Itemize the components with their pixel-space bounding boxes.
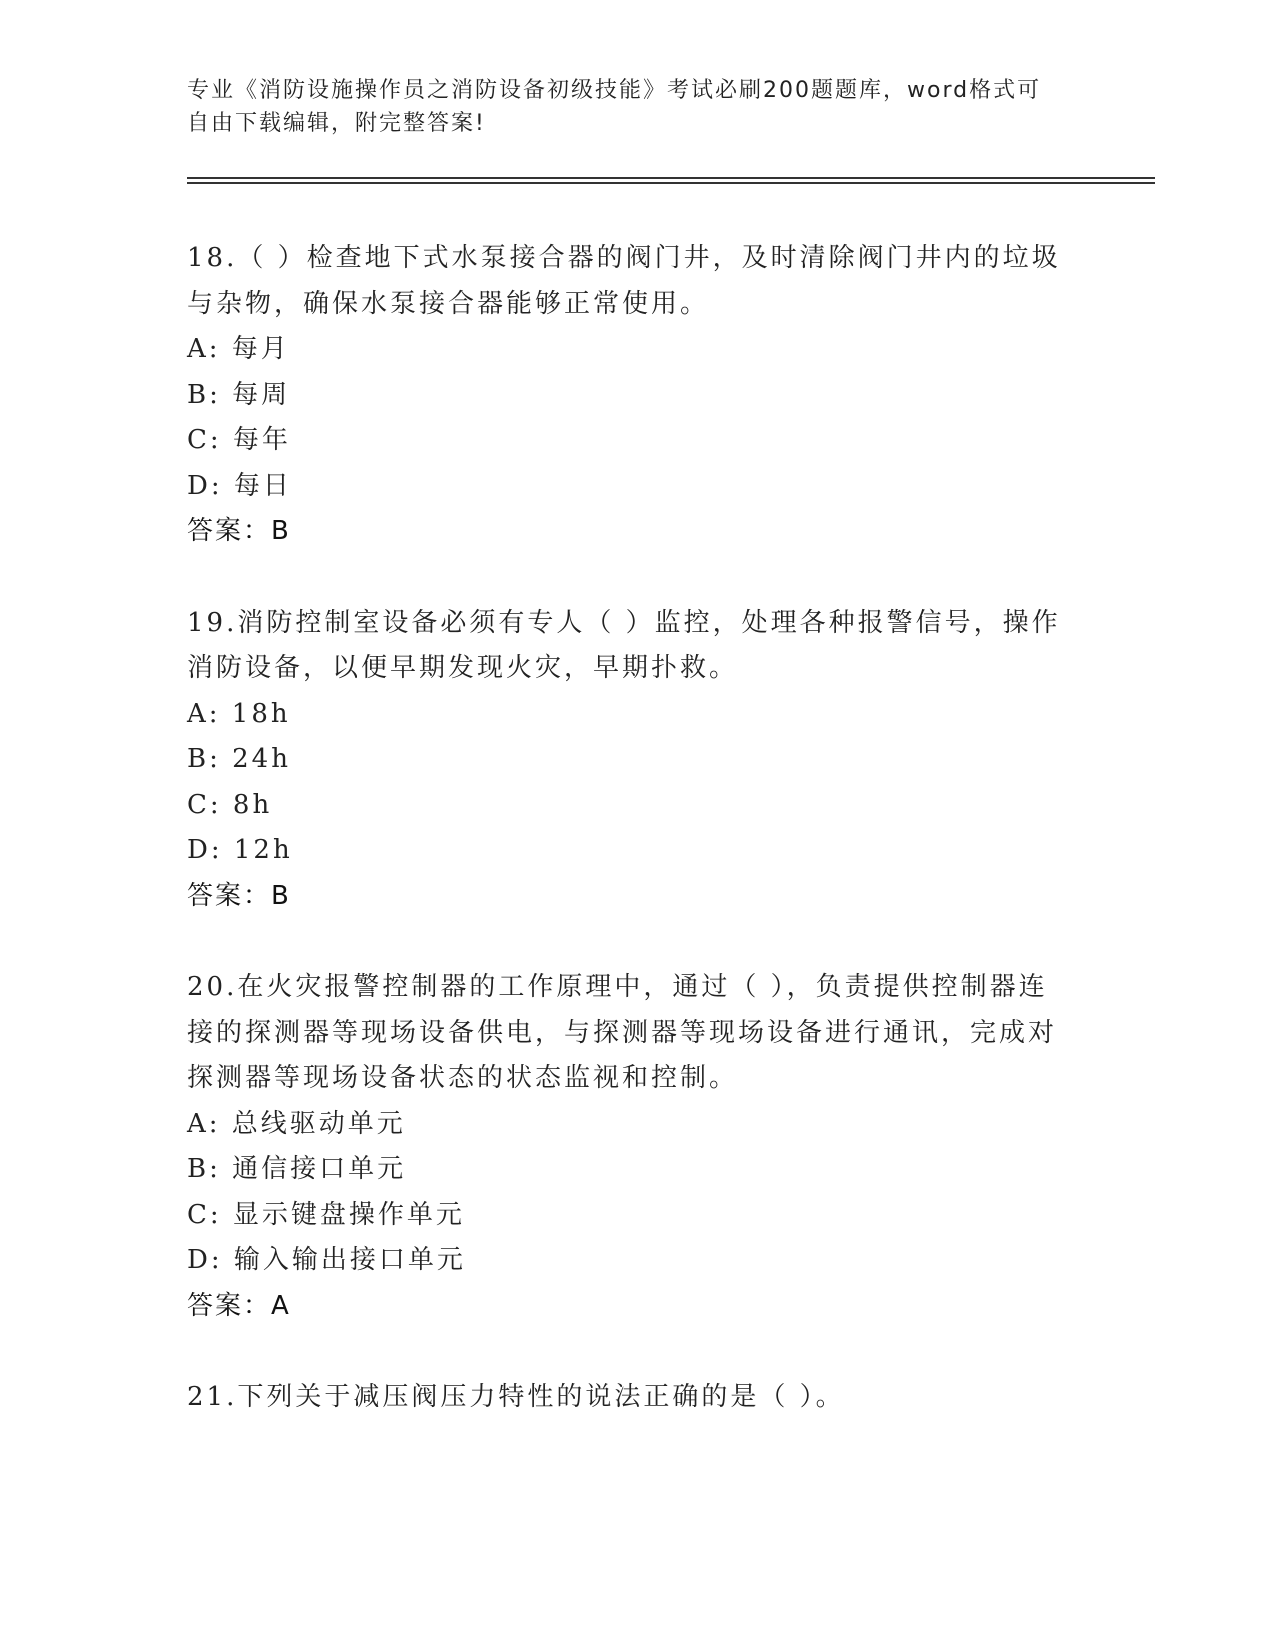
option-a bbox=[187, 327, 1087, 373]
option-text: 每月 bbox=[220, 334, 290, 364]
header-line-2: 自由下载编辑，附完整答案! bbox=[187, 111, 486, 136]
option-key: D: bbox=[187, 835, 223, 865]
option-key: C: bbox=[187, 789, 222, 820]
header-line-1: 专业《消防设施操作员之消防设备初级技能》考试必刷200题题库，word格式可 bbox=[187, 78, 1042, 103]
option-text: 通信接口单元 bbox=[220, 1154, 407, 1184]
answer-line: 答案：A bbox=[187, 1290, 291, 1321]
option-text: 18h bbox=[220, 698, 291, 729]
question-18 bbox=[187, 236, 1087, 555]
option-a bbox=[187, 1102, 1087, 1148]
option-text: 显示键盘操作单元 bbox=[221, 1199, 465, 1230]
option-text: 24h bbox=[220, 744, 291, 774]
header-divider-top bbox=[187, 177, 1155, 179]
answer-line: 答案：B bbox=[187, 516, 291, 546]
stem-line: 20.在火灾报警控制器的工作原理中，通过（ ），负责提供控制器连 bbox=[187, 972, 1048, 1002]
option-b bbox=[187, 373, 1087, 419]
stem-line: 18.（ ）检查地下式水泵接合器的阀门井，及时清除阀门井内的垃圾 bbox=[187, 243, 1061, 273]
stem-line: 接的探测器等现场设备供电，与探测器等现场设备进行通讯，完成对 bbox=[187, 1017, 1058, 1048]
option-key: B: bbox=[187, 379, 221, 410]
question-list bbox=[187, 236, 1087, 1467]
option-a bbox=[187, 692, 1087, 738]
stem-line: 21.下列关于减压阀压力特性的说法正确的是（ ）。 bbox=[187, 1382, 845, 1412]
option-text: 12h bbox=[222, 835, 293, 865]
option-key: B: bbox=[187, 744, 221, 774]
option-d bbox=[187, 828, 1087, 874]
option-key: A: bbox=[187, 698, 221, 729]
question-20 bbox=[187, 965, 1087, 1329]
option-b bbox=[187, 737, 1087, 783]
option-key: C: bbox=[187, 425, 222, 455]
option-c bbox=[187, 1193, 1087, 1239]
option-text: 输入输出接口单元 bbox=[222, 1245, 466, 1275]
question-stem bbox=[187, 236, 1087, 327]
option-c bbox=[187, 783, 1087, 829]
option-text: 每日 bbox=[222, 470, 292, 501]
option-key: D: bbox=[187, 1245, 223, 1275]
option-key: A: bbox=[187, 1108, 221, 1139]
stem-line: 探测器等现场设备状态的状态监视和控制。 bbox=[187, 1063, 739, 1093]
option-key: A: bbox=[187, 334, 221, 364]
page-header bbox=[187, 74, 1087, 140]
option-text: 总线驱动单元 bbox=[220, 1108, 406, 1139]
option-d bbox=[187, 1238, 1087, 1284]
option-text: 8h bbox=[221, 789, 273, 820]
question-19 bbox=[187, 601, 1087, 920]
stem-line: 与杂物，确保水泵接合器能够正常使用。 bbox=[187, 288, 710, 319]
option-b bbox=[187, 1147, 1087, 1193]
answer-line: 答案：B bbox=[187, 880, 291, 911]
option-key: C: bbox=[187, 1199, 222, 1230]
question-21 bbox=[187, 1375, 1087, 1421]
header-divider-bottom bbox=[187, 182, 1155, 184]
option-key: B: bbox=[187, 1154, 221, 1184]
question-stem bbox=[187, 601, 1087, 692]
stem-line: 19.消防控制室设备必须有专人（ ）监控，处理各种报警信号，操作 bbox=[187, 607, 1061, 638]
option-key: D: bbox=[187, 470, 223, 501]
option-c bbox=[187, 418, 1087, 464]
option-text: 每年 bbox=[221, 425, 291, 455]
question-stem bbox=[187, 1375, 1087, 1421]
option-d bbox=[187, 464, 1087, 510]
question-stem bbox=[187, 965, 1087, 1102]
stem-line: 消防设备，以便早期发现火灾，早期扑救。 bbox=[187, 653, 739, 683]
option-text: 每周 bbox=[220, 379, 291, 410]
